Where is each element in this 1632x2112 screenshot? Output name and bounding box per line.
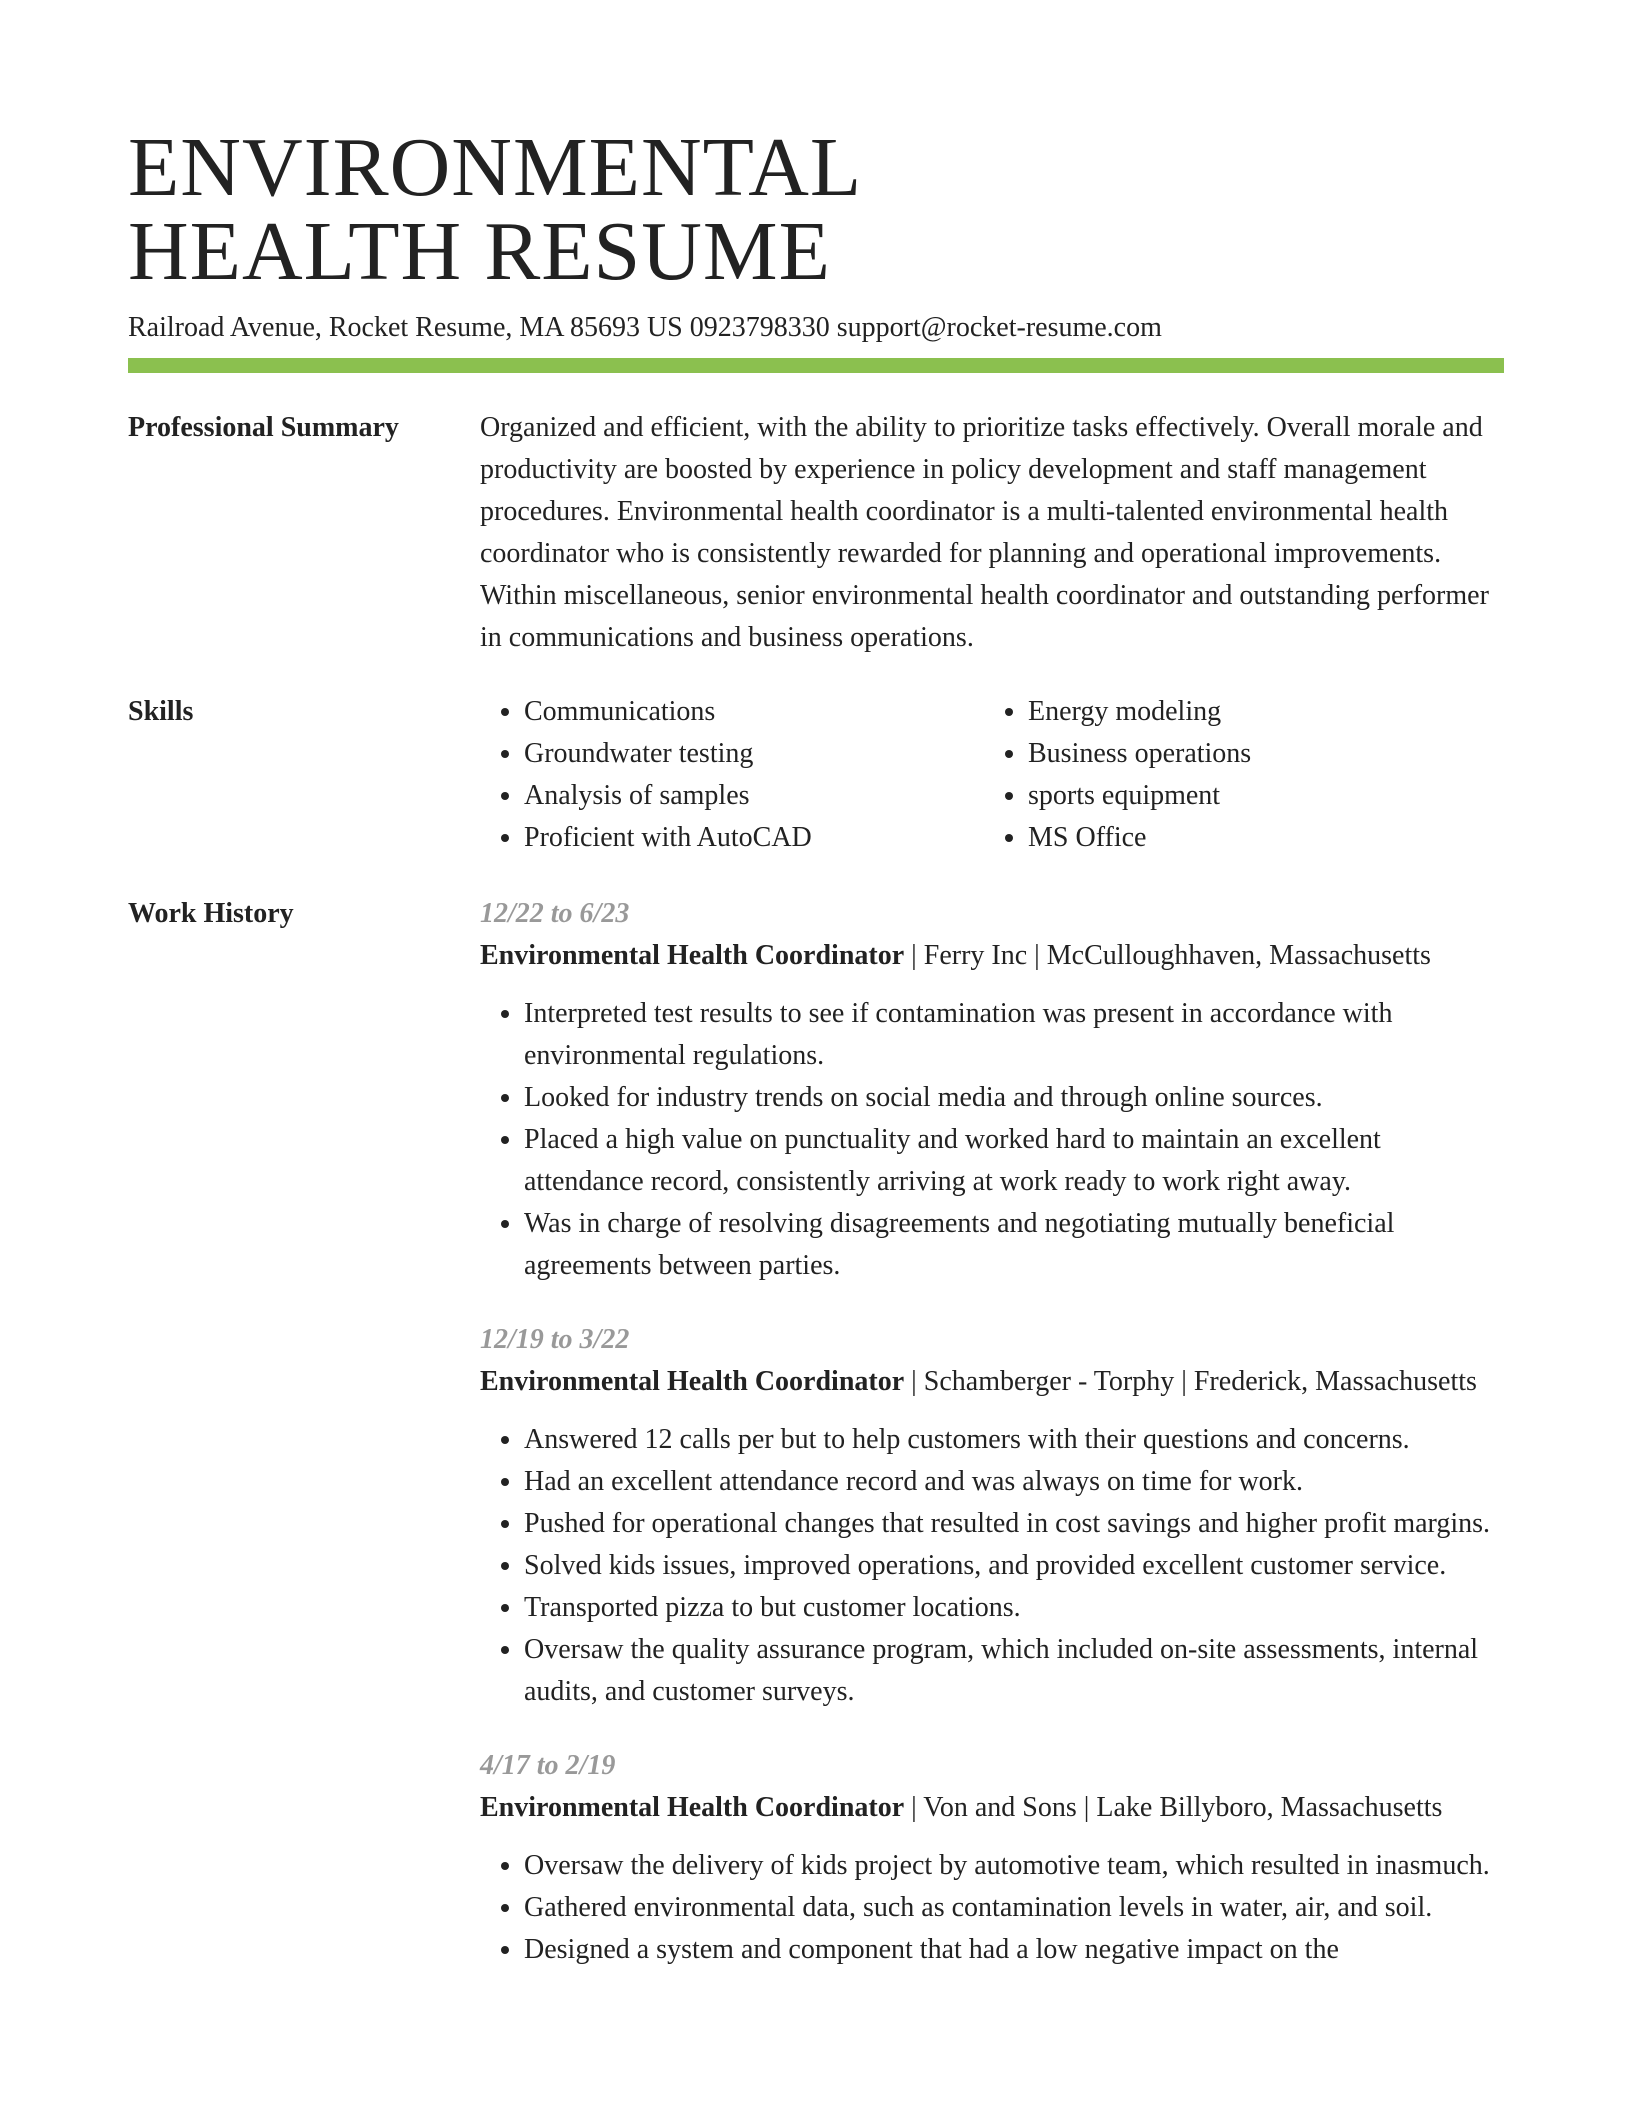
skill-item: • Proficient with AutoCAD (524, 817, 984, 859)
skill-item: • Communications (524, 691, 984, 733)
job-dates: 12/19 to 3/22 (480, 1324, 630, 1355)
job-bullet: • Designed a system and component that had a low negative impact on the (524, 1929, 1504, 1971)
resume-title-line-2: HEALTH RESUME (128, 205, 831, 298)
job-bullets (480, 1845, 1504, 1971)
job-bullet: • Interpreted test results to see if contamination was present in accordance with environmental regulations. (524, 993, 1504, 1077)
job-bullets (480, 993, 1504, 1287)
skills-list-left (480, 691, 984, 859)
header-divider (128, 358, 1504, 373)
professional-summary-section (128, 407, 1504, 659)
job-entry (480, 893, 1504, 1287)
job-bullet: • Answered 12 calls per but to help customers with their questions and concerns. (524, 1419, 1504, 1461)
resume-title (128, 0, 1504, 298)
skill-item: • Groundwater testing (524, 733, 984, 775)
job-bullet: • Pushed for operational changes that resulted in cost savings and higher profit margins. (524, 1503, 1504, 1545)
job-bullet: • Gathered environmental data, such as contamination levels in water, air, and soil. (524, 1887, 1504, 1929)
skills-columns (480, 691, 1504, 859)
skill-item: • Business operations (1028, 733, 1488, 775)
skills-section (128, 691, 1504, 859)
job-heading (480, 1787, 1504, 1829)
job-heading (480, 935, 1504, 977)
resume-title-line-1: ENVIRONMENTAL (128, 121, 863, 214)
job-bullet: • Oversaw the quality assurance program, which included on-site assessments, internal audits, and customer surveys. (524, 1629, 1504, 1713)
summary-text: Organized and efficient, with the ability to prioritize tasks effectively. Overall morale and productivity are boosted by experience in policy development and staff management procedures. Environmental health coordinator is a multi-talented environmental health coordinator who is consistently rewarded for planning and operational improvements. Within miscellaneous, senior environmental health coordinator and outstanding performer in communications and business operations. (480, 412, 1489, 653)
job-dates: 4/17 to 2/19 (480, 1750, 616, 1781)
job-heading (480, 1361, 1504, 1403)
work-history-section (128, 893, 1504, 1971)
skill-item: • sports equipment (1028, 775, 1488, 817)
job-bullet: • Placed a high value on punctuality and worked hard to maintain an excellent attendance record, consistently arriving at work ready to work right away. (524, 1119, 1504, 1203)
skill-item: • MS Office (1028, 817, 1488, 859)
skill-item: • Analysis of samples (524, 775, 984, 817)
job-bullet: • Was in charge of resolving disagreements and negotiating mutually beneficial agreements between parties. (524, 1203, 1504, 1287)
job-bullet: • Had an excellent attendance record and was always on time for work. (524, 1461, 1504, 1503)
work-history-entries (480, 893, 1504, 1971)
job-title: Environmental Health Coordinator (480, 1792, 905, 1823)
job-details: | Ferry Inc | McCulloughhaven, Massachusetts (904, 940, 1431, 971)
job-details: | Schamberger - Torphy | Frederick, Massachusetts (904, 1366, 1477, 1397)
section-label-skills: Skills (128, 696, 194, 727)
skills-list-right (984, 691, 1488, 859)
job-entry (480, 1745, 1504, 1971)
job-bullet: • Oversaw the delivery of kids project by automotive team, which resulted in inasmuch. (524, 1845, 1504, 1887)
job-bullets (480, 1419, 1504, 1713)
section-label-work-history: Work History (128, 898, 294, 929)
section-label-professional-summary: Professional Summary (128, 412, 399, 443)
job-title: Environmental Health Coordinator (480, 940, 905, 971)
job-entry (480, 1319, 1504, 1713)
contact-line: Railroad Avenue, Rocket Resume, MA 85693 US 0923798330 support@rocket-resume.com (128, 312, 1162, 343)
job-title: Environmental Health Coordinator (480, 1366, 905, 1397)
resume-page (128, 0, 1504, 1971)
job-details: | Von and Sons | Lake Billyboro, Massachusetts (904, 1792, 1443, 1823)
job-bullet: • Solved kids issues, improved operations, and provided excellent customer service. (524, 1545, 1504, 1587)
skill-item: • Energy modeling (1028, 691, 1488, 733)
job-dates: 12/22 to 6/23 (480, 898, 630, 929)
job-bullet: • Looked for industry trends on social media and through online sources. (524, 1077, 1504, 1119)
job-bullet: • Transported pizza to but customer locations. (524, 1587, 1504, 1629)
